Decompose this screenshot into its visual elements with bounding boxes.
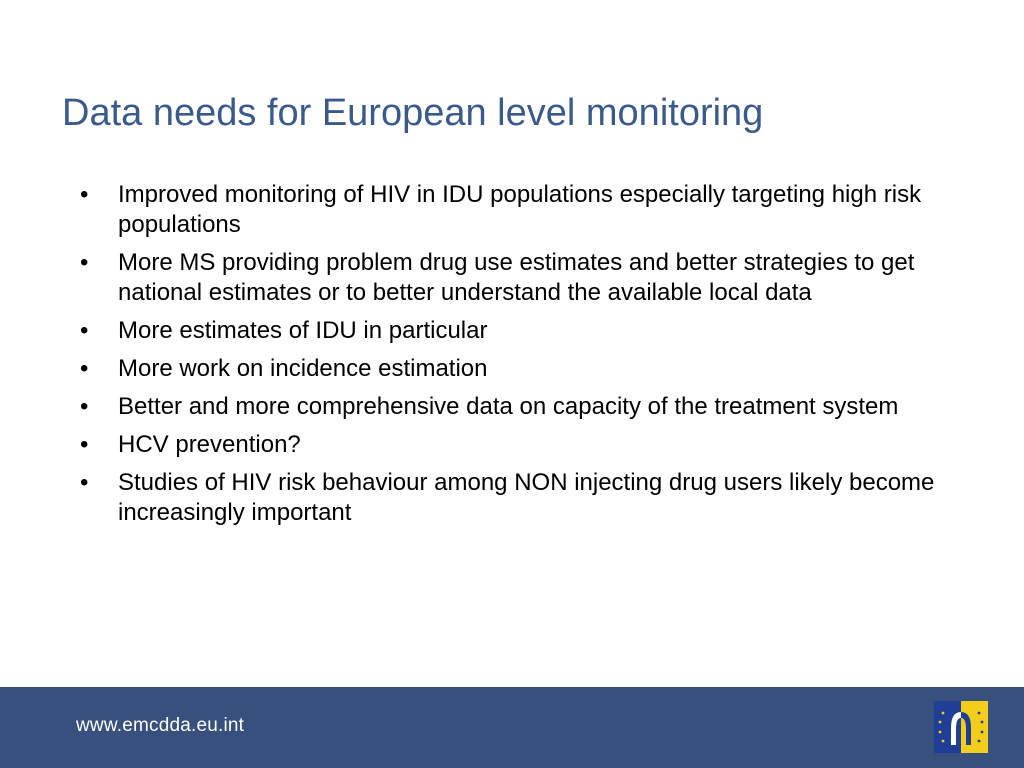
bullet-text: More work on incidence estimation: [118, 355, 488, 382]
bullet-dot: •: [80, 317, 89, 344]
bullet-dot: •: [80, 181, 89, 208]
bullet-text: HCV prevention?: [118, 431, 301, 458]
emcdda-logo-icon: [934, 701, 988, 753]
bullet-item-3: [80, 316, 940, 346]
bullet-item-4: [80, 354, 940, 384]
bullet-item-6: [80, 430, 940, 460]
slide-title: Data needs for European level monitoring: [62, 92, 764, 134]
footer-url: www.emcdda.eu.int: [76, 715, 245, 736]
bullet-text: Studies of HIV risk behaviour among NON injecting drug users likely become increasingly important: [118, 469, 935, 526]
bullet-item-1: [80, 180, 940, 240]
bullet-item-7: [80, 468, 940, 528]
bullet-text: More MS providing problem drug use estimates and better strategies to get national estimates or to better understand the available local data: [118, 249, 915, 306]
bullet-dot: •: [80, 431, 89, 458]
bullet-dot: •: [80, 249, 89, 276]
bullet-text: More estimates of IDU in particular: [118, 317, 488, 344]
bullet-dot: •: [80, 393, 89, 420]
bullet-text: Improved monitoring of HIV in IDU populations especially targeting high risk populations: [118, 181, 922, 238]
bullet-item-5: [80, 392, 940, 422]
bullet-text: Better and more comprehensive data on capacity of the treatment system: [118, 393, 899, 420]
bullet-list: [80, 180, 940, 536]
footer-bar: [0, 687, 1024, 768]
bullet-dot: •: [80, 469, 89, 496]
bullet-item-2: [80, 248, 940, 308]
bullet-dot: •: [80, 355, 89, 382]
